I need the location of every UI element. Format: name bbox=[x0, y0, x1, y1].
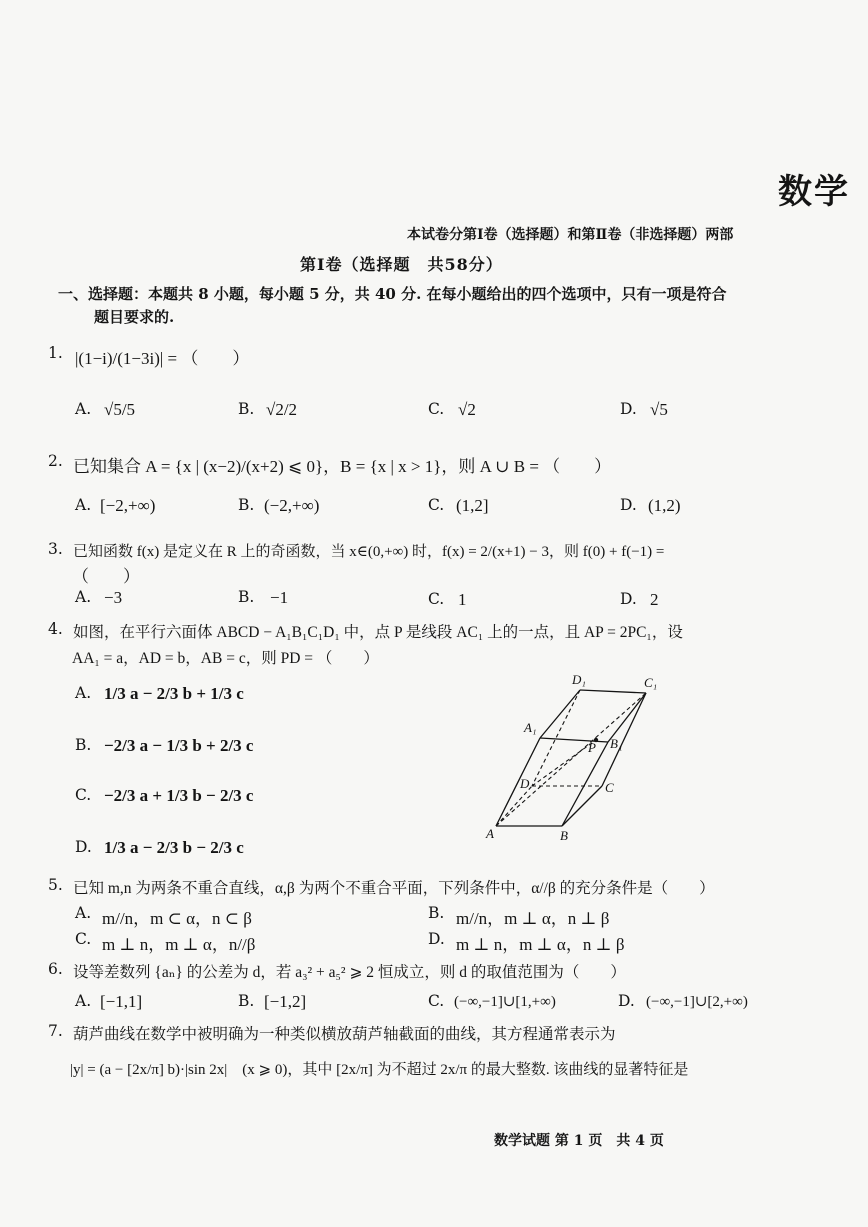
option-value: −2/3 a − 1/3 b + 2/3 c bbox=[104, 736, 254, 755]
option-label: C. bbox=[75, 930, 92, 948]
option-label: D. bbox=[428, 930, 445, 948]
option-value: √2/2 bbox=[266, 400, 298, 419]
question-number: 4. bbox=[48, 620, 63, 638]
option-label: D. bbox=[620, 400, 637, 418]
option-label: B. bbox=[75, 736, 92, 754]
question-stem: 已知集合 A = {x | (x−2)/(x+2) ⩽ 0}，B = {x | x > 1}，则 A ∪ B = （ ） bbox=[73, 457, 612, 476]
option-label: D. bbox=[620, 496, 637, 514]
label-p: P bbox=[588, 740, 596, 755]
question-stem: 葫芦曲线在数学中被明确为一种类似横放葫芦轴截面的曲线，其方程通常表示为 bbox=[73, 1025, 616, 1043]
edge-aa1 bbox=[496, 738, 540, 826]
option-label: B. bbox=[238, 588, 255, 606]
option-value: −1 bbox=[270, 588, 289, 607]
option-label: C. bbox=[75, 786, 92, 804]
label-c1: C₁ bbox=[644, 675, 658, 690]
option-label: A. bbox=[75, 588, 92, 606]
option-label: A. bbox=[75, 496, 92, 514]
edge-dd1-hidden bbox=[532, 690, 580, 786]
option-value: √5/5 bbox=[104, 400, 136, 419]
option-label: B. bbox=[238, 496, 255, 514]
label-d: D bbox=[520, 776, 530, 791]
edge-bb1 bbox=[562, 742, 608, 826]
option-label: C. bbox=[428, 496, 445, 514]
edge-bc bbox=[562, 786, 602, 826]
option-label: A. bbox=[75, 992, 92, 1010]
option-value: m ⊥ n，m ⊥ α，n//β bbox=[102, 935, 256, 954]
option-value: [−1,1] bbox=[100, 992, 143, 1011]
option-label: A. bbox=[75, 684, 92, 702]
option-label: B. bbox=[238, 992, 255, 1010]
question-number: 7. bbox=[48, 1022, 63, 1040]
option-label: B. bbox=[238, 400, 255, 418]
option-value: √2 bbox=[458, 400, 476, 419]
question-stem-cont: AA₁ = a，AD = b，AB = c，则 PD = （ ） bbox=[72, 650, 379, 667]
option-label: C. bbox=[428, 400, 445, 418]
page-footer: 数学试题 第 1 页 共 4 页 bbox=[494, 1133, 664, 1149]
option-value: [−1,2] bbox=[264, 992, 307, 1011]
label-b1: B₁ bbox=[610, 736, 623, 751]
option-value: 1/3 a − 2/3 b + 1/3 c bbox=[104, 684, 244, 703]
option-label: B. bbox=[428, 904, 445, 922]
option-label: A. bbox=[75, 400, 92, 418]
option-value: m//n，m ⊥ α，n ⊥ β bbox=[456, 909, 610, 928]
segment-ac1 bbox=[496, 693, 646, 826]
question-stem: |(1−i)/(1−3i)| = （ ） bbox=[75, 349, 250, 368]
option-value: [−2,+∞) bbox=[100, 496, 156, 515]
option-label: C. bbox=[428, 590, 445, 608]
option-label: D. bbox=[75, 838, 92, 856]
label-d1: D₁ bbox=[572, 672, 586, 687]
section-instructions: 一、选择题：本题共 8 小题，每小题 5 分，共 40 分. 在每小题给出的四个选项中，只有一项是符合 bbox=[58, 285, 727, 303]
option-value: (1,2) bbox=[648, 496, 681, 515]
question-stem: 设等差数列 {aₙ} 的公差为 d，若 a₃² + a₅² ⩾ 2 恒成立，则 d 的取值范围为（ ） bbox=[73, 964, 626, 981]
option-value: 1 bbox=[458, 590, 467, 609]
option-label: A. bbox=[75, 904, 92, 922]
option-value: 2 bbox=[650, 590, 659, 609]
option-value: m ⊥ n，m ⊥ α，n ⊥ β bbox=[456, 935, 625, 954]
option-label: C. bbox=[428, 992, 445, 1010]
segment-pd bbox=[532, 740, 596, 786]
option-value: (−∞,−1]∪[2,+∞) bbox=[646, 994, 748, 1010]
option-value: −3 bbox=[104, 588, 123, 607]
exam-title: 数学 bbox=[778, 172, 850, 212]
question-number: 2. bbox=[48, 452, 63, 470]
question-number: 5. bbox=[48, 876, 63, 894]
part-heading: 第Ⅰ卷（选择题 共58分） bbox=[300, 255, 503, 274]
question-stem-cont: |y| = (a − [2x/π] b)·|sin 2x| (x ⩾ 0)，其中 [2x/π] 为不超过 2x/π 的最大整数. 该曲线的显著特征是 bbox=[70, 1062, 689, 1078]
edge-ad-hidden bbox=[496, 786, 532, 826]
edge-d1c1 bbox=[580, 690, 646, 693]
question-stem: 已知函数 f(x) 是定义在 R 上的奇函数，当 x∈(0,+∞) 时，f(x) = 2/(x+1) − 3，则 f(0) + f(−1) = bbox=[73, 544, 665, 560]
option-value: (1,2] bbox=[456, 496, 489, 515]
question-stem: 如图，在平行六面体 ABCD − A₁B₁C₁D₁ 中，点 P 是线段 AC₁ 上的一点，且 AP = 2PC₁，设 bbox=[73, 624, 683, 641]
option-value: (−2,+∞) bbox=[264, 496, 320, 515]
label-b: B bbox=[560, 828, 568, 843]
edge-cc1 bbox=[602, 693, 646, 786]
parallelepiped-figure bbox=[480, 668, 680, 848]
question-stem: 已知 m,n 为两条不重合直线，α,β 为两个不重合平面，下列条件中，α//β 的充分条件是（ ） bbox=[73, 880, 715, 897]
option-value: −2/3 a + 1/3 b − 2/3 c bbox=[104, 786, 254, 805]
question-number: 6. bbox=[48, 960, 63, 978]
label-a: A bbox=[486, 826, 494, 841]
option-value: 1/3 a − 2/3 b − 2/3 c bbox=[104, 838, 244, 857]
label-c: C bbox=[605, 780, 614, 795]
exam-note: 本试卷分第Ⅰ卷（选择题）和第Ⅱ卷（非选择题）两部 bbox=[407, 227, 734, 243]
option-value: √5 bbox=[650, 400, 668, 419]
question-stem-cont: （ ） bbox=[72, 567, 140, 586]
section-instructions-cont: 题目要求的. bbox=[94, 308, 175, 326]
option-value: m//n，m ⊂ α，n ⊂ β bbox=[102, 909, 252, 928]
question-number: 3. bbox=[48, 540, 63, 558]
option-value: (−∞,−1]∪[1,+∞) bbox=[454, 994, 556, 1010]
label-a1: A₁ bbox=[524, 720, 537, 735]
option-label: D. bbox=[618, 992, 635, 1010]
option-label: D. bbox=[620, 590, 637, 608]
question-number: 1. bbox=[48, 344, 63, 362]
